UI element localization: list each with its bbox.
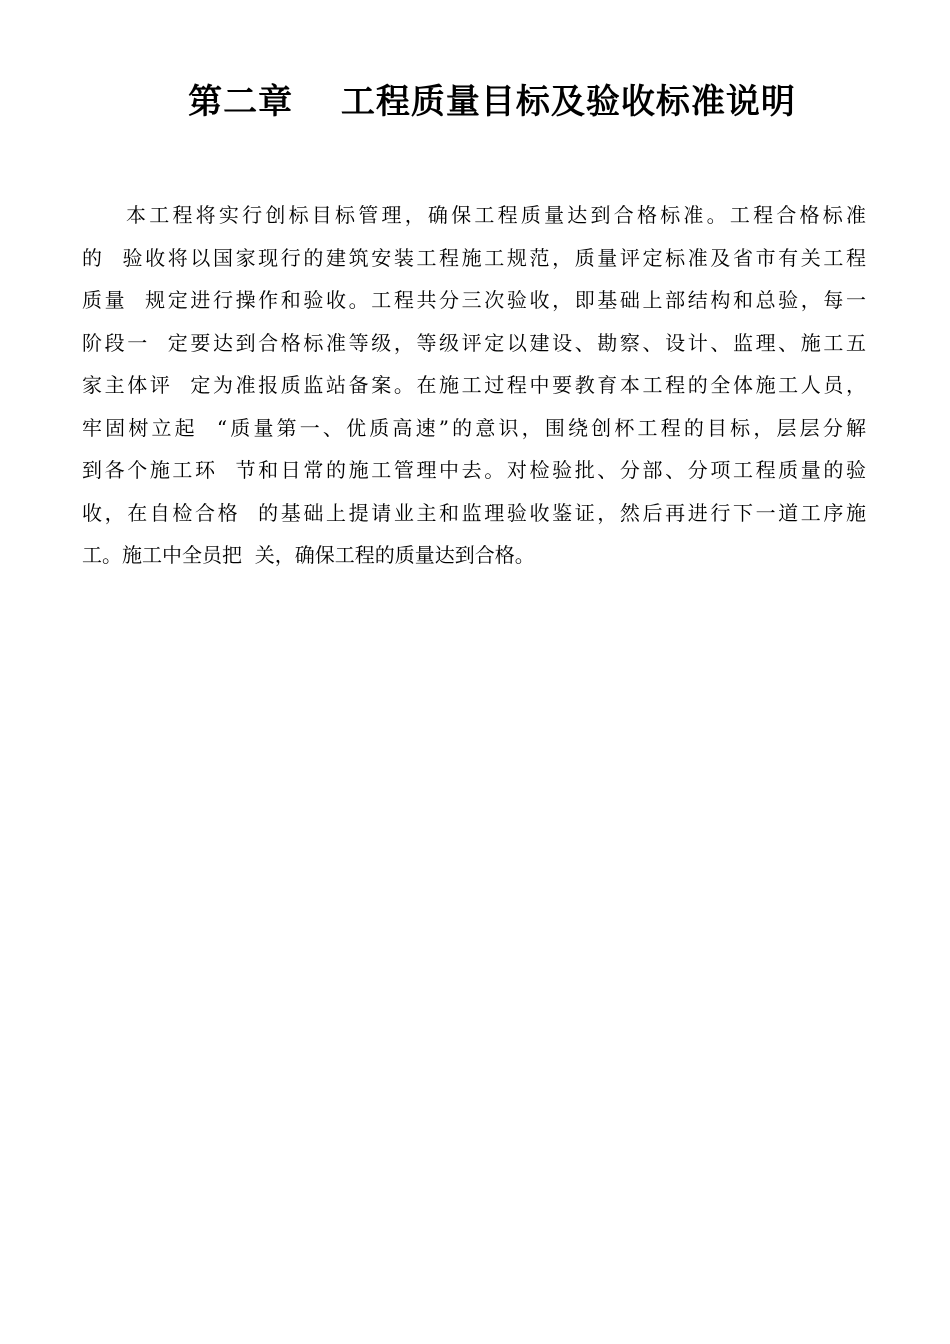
paragraph-line: 质量 规定进行操作和验收。工程共分三次验收，即基础上部结构和总验，每一 [82, 288, 866, 312]
paragraph-line: 到各个施工环 节和日常的施工管理中去。对检验批、分部、分项工程质量的验 [82, 458, 866, 482]
paragraph-line: 的 验收将以国家现行的建筑安装工程施工规范，质量评定标准及省市有关工程 [82, 245, 866, 270]
paragraph-line: 工。施工中全员把 关，确保工程的质量达到合格。 [82, 543, 535, 567]
body-paragraph [82, 194, 866, 577]
paragraph-line: 本工程将实行创标目标管理，确保工程质量达到合格标准。工程合格标准 [126, 203, 866, 227]
paragraph-line: 家主体评 定为准报质监站备案。在施工过程中要教育本工程的全体施工人员， [82, 373, 866, 397]
paragraph-line: 牢固树立起 “质量第一、优质高速”的意识，围绕创杯工程的目标，层层分解 [82, 415, 866, 440]
paragraph-line: 阶段一 定要达到合格标准等级，等级评定以建设、勘察、设计、监理、施工五 [82, 330, 866, 355]
paragraph-line: 收，在自检合格 的基础上提请业主和监理验收鉴证，然后再进行下一道工序施 [82, 500, 866, 525]
chapter-title: 第二章 工程质量目标及验收标准说明 [188, 82, 796, 122]
